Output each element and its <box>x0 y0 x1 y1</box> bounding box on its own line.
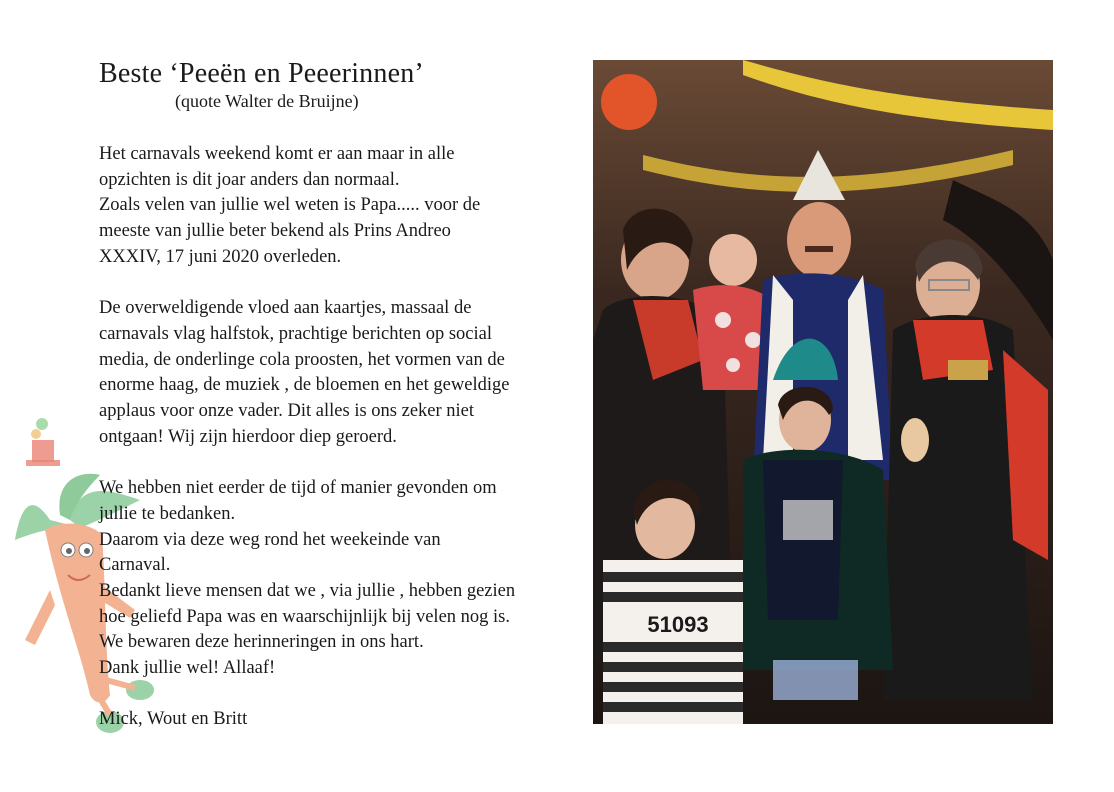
family-carnival-photo <box>593 60 1053 724</box>
text-line: carnavals vlag halfstok, prachtige berichten op social <box>99 323 492 344</box>
text-line: We hebben niet eerder de tijd of manier gevonden om <box>99 478 497 499</box>
text-line: ontgaan! Wij zijn hierdoor diep geroerd. <box>99 426 397 447</box>
text-line: jullie te bedanken. <box>99 503 236 524</box>
person-prince <box>787 202 851 278</box>
striped-sweater <box>603 560 743 724</box>
text-line: Zoals velen van jullie wel weten is Papa..... voor de <box>99 195 481 216</box>
text-line: Dank jullie wel! Allaaf! <box>99 658 276 679</box>
text-line: XXXIV, 17 juni 2020 overleden. <box>99 246 342 267</box>
text-line: enorme haag, de muziek , de bloemen en het geweldige <box>99 375 510 396</box>
text-line: opzichten is dit joar anders dan normaal. <box>99 169 400 190</box>
text-line: Het carnavals weekend komt er aan maar in alle <box>99 144 455 164</box>
text-line: Carnaval. <box>99 555 171 576</box>
lantern <box>601 74 657 130</box>
letter-subtitle: (quote Walter de Bruijne) <box>175 91 359 111</box>
sign-number: 51093 <box>647 612 709 637</box>
signature: Mick, Wout en Britt <box>99 709 248 730</box>
text-line: media, de onderlinge cola proosten, het vormen van de <box>99 349 505 370</box>
text-line: De overweldigende vloed aan kaartjes, massaal de <box>99 298 472 319</box>
paragraph-3 <box>99 476 579 682</box>
text-line: Daarom via deze weg rond het weekeinde van <box>99 529 441 550</box>
text-line: We bewaren deze herinneringen in ons hart. <box>99 632 424 653</box>
letter-title: Beste ‘Peeën en Peeerinnen’ <box>99 58 424 89</box>
text-line: hoe geliefd Papa was en waarschijnlijk bij velen nog is. <box>99 606 511 627</box>
photo-illustration <box>593 60 1053 724</box>
text-line: Bedankt lieve mensen dat we , via jullie , hebben gezien <box>99 580 516 601</box>
paragraph-1 <box>99 142 579 271</box>
person-toddler <box>709 234 757 286</box>
letter <box>99 58 579 733</box>
paragraph-2 <box>99 296 579 450</box>
text-line: applaus voor onze vader. Dit alles is ons zeker niet <box>99 401 475 422</box>
text-line: meeste van jullie beter bekend als Prins Andreo <box>99 221 451 242</box>
